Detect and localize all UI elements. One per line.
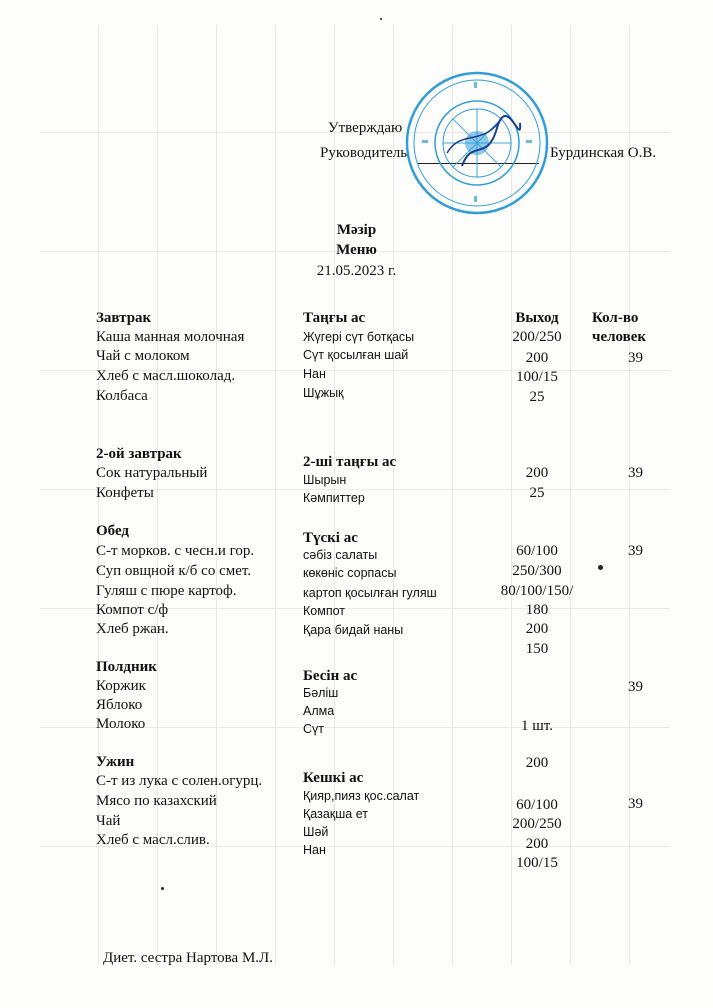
snack-item-ru: Молоко bbox=[96, 716, 146, 732]
lunch-output: 200 bbox=[525, 621, 549, 637]
scan-speck bbox=[161, 887, 164, 890]
second-breakfast-item-kz: Кәмпиттер bbox=[303, 491, 365, 505]
title-kz: Мәзір bbox=[336, 222, 377, 238]
official-stamp-icon bbox=[402, 68, 552, 218]
lunch-item-kz: Қара бидай наны bbox=[303, 623, 404, 637]
dinner-output: 200/250 bbox=[512, 816, 562, 832]
breakfast-title-ru: Завтрак bbox=[96, 310, 152, 326]
scan-speck bbox=[380, 18, 382, 20]
lunch-item-kz: көкөніс сорпасы bbox=[303, 566, 397, 580]
head-label: Руководитель bbox=[320, 145, 408, 161]
second-breakfast-item-kz: Шырын bbox=[303, 473, 347, 487]
lunch-item-ru: Компот с/ф bbox=[96, 602, 169, 618]
dietitian-signature: Диет. сестра Нартова М.Л. bbox=[103, 950, 273, 966]
lunch-item-ru: Хлеб ржан. bbox=[96, 621, 169, 637]
lunch-item-ru: С-т морков. с чесн.и гор. bbox=[96, 543, 255, 559]
dinner-title-ru: Ужин bbox=[96, 754, 135, 770]
dinner-item-kz: Шәй bbox=[303, 825, 329, 839]
lunch-item-kz: сәбіз салаты bbox=[303, 548, 378, 562]
second-breakfast-title-kz: 2-ші таңғы ас bbox=[303, 454, 397, 470]
breakfast-output: 25 bbox=[529, 389, 545, 405]
dinner-item-kz: Нан bbox=[303, 843, 326, 857]
count-header-line1: Кол-во bbox=[592, 310, 639, 326]
dinner-item-ru: Мясо по казахский bbox=[96, 793, 217, 809]
lunch-title-ru: Обед bbox=[96, 523, 130, 539]
lunch-output: 150 bbox=[525, 641, 549, 657]
lunch-item-kz: Компот bbox=[303, 604, 345, 618]
dinner-item-ru: Хлеб с масл.слив. bbox=[96, 832, 210, 848]
breakfast-item-kz: Жүгері сүт ботқасы bbox=[303, 330, 415, 344]
lunch-title-kz: Түскі ас bbox=[303, 530, 358, 546]
snack-item-kz: Бәліш bbox=[303, 686, 339, 700]
dinner-item-kz: Қияр,пияз қос.салат bbox=[303, 789, 420, 803]
breakfast-item-kz: Нан bbox=[303, 367, 326, 381]
dinner-item-ru: С-т из лука с солен.огурц. bbox=[96, 773, 263, 789]
title-ru: Меню bbox=[336, 242, 377, 258]
breakfast-item-ru: Чай с молоком bbox=[96, 348, 190, 364]
output-column-header: Выход bbox=[515, 310, 559, 326]
breakfast-item-kz: Сүт қосылған шай bbox=[303, 348, 409, 362]
lunch-output: 80/100/150/ bbox=[500, 583, 574, 599]
breakfast-title-kz: Таңғы ас bbox=[303, 310, 366, 326]
second-breakfast-output: 25 bbox=[529, 485, 545, 501]
dinner-item-ru: Чай bbox=[96, 813, 121, 829]
breakfast-output: 200 bbox=[525, 350, 549, 366]
second-breakfast-item-ru: Сок натуральный bbox=[96, 465, 208, 481]
menu-date: 21.05.2023 г. bbox=[316, 263, 397, 279]
breakfast-item-ru: Колбаса bbox=[96, 388, 148, 404]
dinner-output: 100/15 bbox=[516, 855, 558, 871]
dinner-item-kz: Қазақша ет bbox=[303, 807, 368, 821]
snack-item-kz: Алма bbox=[303, 704, 335, 718]
dinner-output: 200 bbox=[525, 836, 549, 852]
breakfast-output: 200/250 bbox=[512, 329, 562, 345]
breakfast-item-ru: Каша манная молочная bbox=[96, 329, 245, 345]
dinner-output: 60/100 bbox=[516, 797, 558, 813]
snack-output: 1 шт. bbox=[521, 718, 553, 734]
dinner-count: 39 bbox=[628, 796, 643, 812]
second-breakfast-item-ru: Конфеты bbox=[96, 485, 154, 501]
lunch-output: 60/100 bbox=[516, 543, 558, 559]
snack-item-ru: Коржик bbox=[96, 678, 146, 694]
snack-title-ru: Полдник bbox=[96, 659, 157, 675]
snack-output: 200 bbox=[525, 755, 549, 771]
snack-item-kz: Сүт bbox=[303, 722, 325, 736]
second-breakfast-count: 39 bbox=[628, 465, 643, 481]
snack-item-ru: Яблоко bbox=[96, 697, 143, 713]
lunch-item-kz: картоп қосылған гуляш bbox=[303, 586, 437, 600]
head-name: Бурдинская О.В. bbox=[550, 145, 657, 161]
second-breakfast-output: 200 bbox=[525, 465, 549, 481]
dinner-title-kz: Кешкі ас bbox=[303, 770, 364, 786]
breakfast-count: 39 bbox=[628, 350, 643, 366]
approve-label: Утверждаю bbox=[328, 120, 403, 136]
lunch-output: 180 bbox=[525, 602, 549, 618]
breakfast-item-kz: Шұжық bbox=[303, 386, 344, 400]
lunch-item-ru: Гуляш с пюре картоф. bbox=[96, 583, 237, 599]
lunch-item-ru: Суп овщной к/б со смет. bbox=[96, 563, 252, 579]
snack-count: 39 bbox=[628, 679, 643, 695]
snack-title-kz: Бесін ас bbox=[303, 668, 358, 684]
second-breakfast-title-ru: 2-ой завтрак bbox=[96, 446, 182, 462]
lunch-count: 39 bbox=[628, 543, 643, 559]
breakfast-item-ru: Хлеб с масл.шоколад. bbox=[96, 368, 236, 384]
scan-speck bbox=[598, 565, 603, 570]
count-header-line2: человек bbox=[592, 329, 647, 345]
lunch-output: 250/300 bbox=[512, 563, 562, 579]
breakfast-output: 100/15 bbox=[516, 369, 558, 385]
